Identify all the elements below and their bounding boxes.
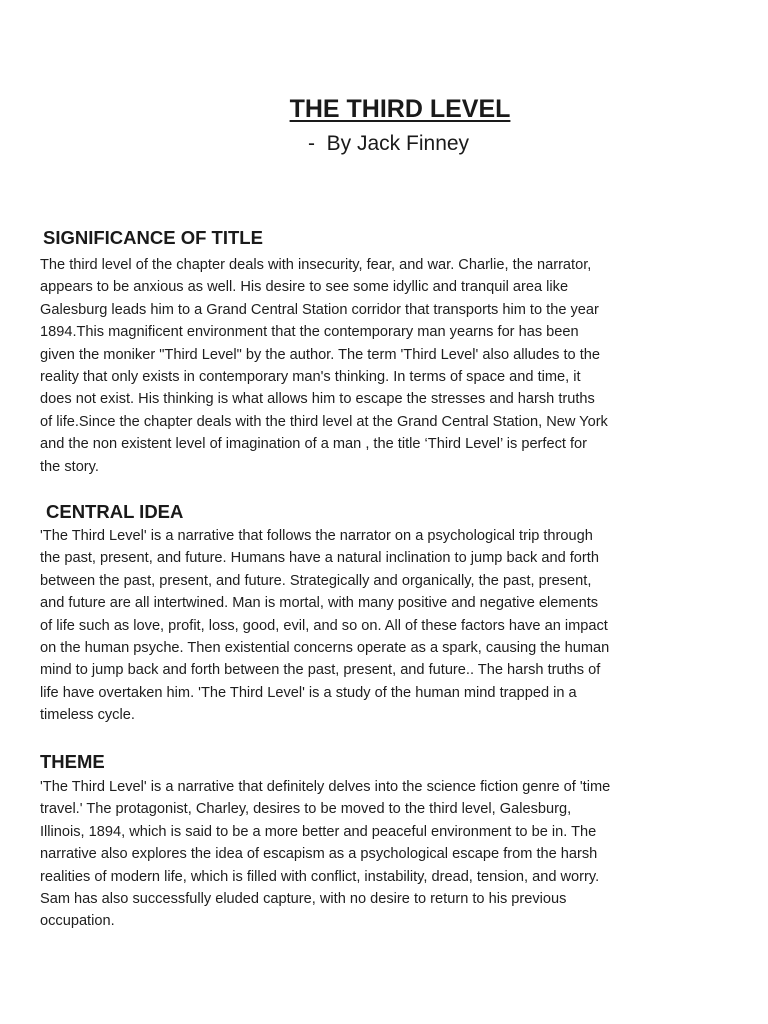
paragraph-line: narrative also explores the idea of escapism as a psychological escape from the harsh xyxy=(40,846,598,863)
paragraph-line: appears to be anxious as well. His desire to see some idyllic and tranquil area like xyxy=(40,279,569,296)
paragraph-line: travel.' The protagonist, Charley, desires to be moved to the third level, Galesburg, xyxy=(40,801,572,818)
paragraph-line: occupation. xyxy=(40,913,115,930)
paragraph-line: 'The Third Level' is a narrative that follows the narrator on a psychological trip through xyxy=(40,528,593,544)
paragraph-line: reality that only exists in contemporary man's thinking. In terms of space and time, it xyxy=(40,369,581,386)
paragraph-line: timeless cycle. xyxy=(40,707,135,724)
section-heading-central-idea: CENTRAL IDEA xyxy=(46,501,184,522)
paragraph-line: on the human psyche. Then existential concerns operate as a spark, causing the human xyxy=(40,640,610,657)
paragraph-line: The third level of the chapter deals with insecurity, fear, and war. Charlie, the narrator, xyxy=(40,257,592,273)
paragraph-line: 'The Third Level' is a narrative that definitely delves into the science fiction genre of 'time xyxy=(40,779,611,795)
author-line: - By Jack Finney xyxy=(308,132,470,155)
paragraph-line: does not exist. His thinking is what allows him to escape the stresses and harsh truths xyxy=(40,391,595,408)
section-body-theme xyxy=(40,776,690,933)
paragraph-line: given the moniker "Third Level" by the author. The term 'Third Level' also alludes to the xyxy=(40,346,600,363)
section-body-central-idea xyxy=(40,525,690,727)
paragraph-line: 1894.This magnificent environment that the contemporary man yearns for has been xyxy=(40,324,579,341)
paragraph-line: Sam has also successfully eluded capture, with no desire to return to his previous xyxy=(40,891,567,908)
section-heading-significance-of-title: SIGNIFICANCE OF TITLE xyxy=(43,227,263,248)
paragraph-line: of life.Since the chapter deals with the third level at the Grand Central Station, New York xyxy=(40,413,608,430)
paragraph-line: Galesburg leads him to a Grand Central Station corridor that transports him to the year xyxy=(40,301,599,318)
paragraph-line: life have overtaken him. 'The Third Level' is a study of the human mind trapped in a xyxy=(40,684,577,701)
section-heading-theme: THEME xyxy=(40,751,105,772)
document-title: THE THIRD LEVEL xyxy=(289,95,511,123)
paragraph-line: the past, present, and future. Humans have a natural inclination to jump back and forth xyxy=(40,550,599,567)
section-body-significance-of-title xyxy=(40,254,690,478)
paragraph-line: between the past, present, and future. Strategically and organically, the past, present, xyxy=(40,572,592,589)
paragraph-line: Illinois, 1894, which is said to be a more better and peaceful environment to be in. The xyxy=(40,823,597,840)
paragraph-line: realities of modern life, which is filled with conflict, instability, dread, tension, and worry. xyxy=(40,868,600,885)
paragraph-line: the story. xyxy=(40,458,99,475)
paragraph-line: mind to jump back and forth between the past, present, and future.. The harsh truths of xyxy=(40,662,601,679)
paragraph-line: of life such as love, profit, loss, good, evil, and so on. All of these factors have an impact xyxy=(40,617,608,634)
paragraph-line: and the non existent level of imagination of a man , the title ‘Third Level’ is perfect for xyxy=(40,436,588,453)
paragraph-line: and future are all intertwined. Man is mortal, with many positive and negative elements xyxy=(40,595,599,612)
